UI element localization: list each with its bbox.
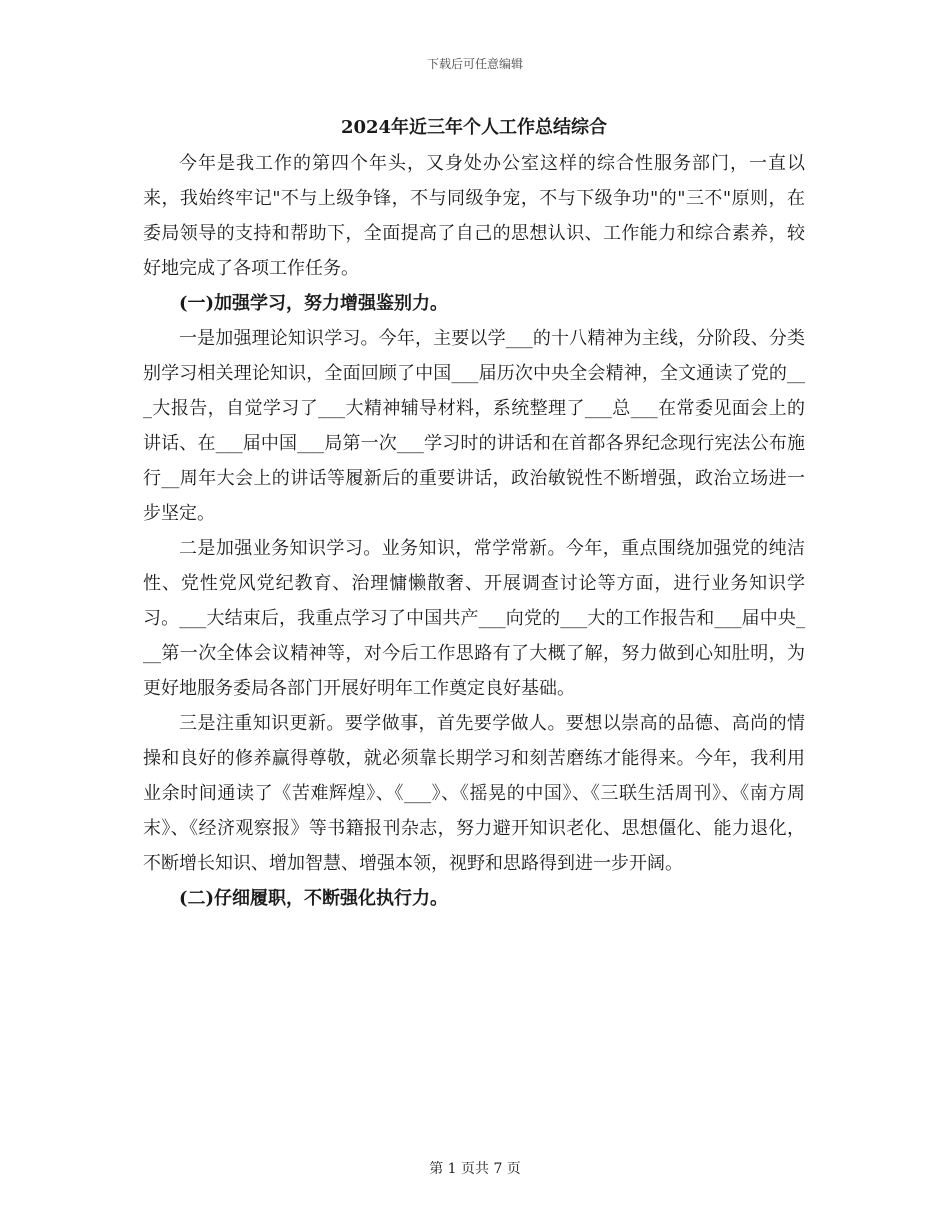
section-heading-1: (一)加强学习，努力增强鉴别力。 <box>179 293 449 314</box>
paragraph-knowledge-update: 三是注重知识更新。要学做事，首先要学做人。要想以崇高的品德、高尚的情操和良好的修养赢得尊敬，就必须靠长期学习和刻苦磨练才能得来。今年，我利用业余时间通读了《苦难辉煌》、《___》、《摇晃的中国》、《三联生活周刊》、《南方周末》、《经济观察报》等书籍报刊杂志，努力避开知识老化、思想僵化、能力退化，不断增长知识、增加智慧、增强本领，视野和思路得到进一步开阔。 <box>143 713 805 874</box>
document-title: 2024年近三年个人工作总结综合 <box>340 117 608 138</box>
paragraph-business-study: 二是加强业务知识学习。业务知识，常学常新。今年，重点围绕加强党的纯洁性、党性党风党纪教育、治理慵懒散奢、开展调查讨论等方面，进行业务知识学习。___大结束后，我重点学习了中国共产___向党的___大的工作报告和___届中央___第一次全体会议精神等，对今后工作思路有了大概了解，努力做到心知肚明，为更好地服务委局各部门开展好明年工作奠定良好基础。 <box>143 538 805 699</box>
section-heading-2: (二)仔细履职，不断强化执行力。 <box>179 888 449 909</box>
document-body <box>143 114 805 916</box>
page-header-note: 下载后可任意编辑 <box>426 57 523 71</box>
paragraph-intro: 今年是我工作的第四个年头，又身处办公室这样的综合性服务部门，一直以来，我始终牢记"不与上级争锋，不与同级争宠，不与下级争功"的"三不"原则，在委局领导的支持和帮助下，全面提高了自己的思想认识、工作能力和综合素养，较好地完成了各项工作任务。 <box>143 153 805 279</box>
page-number: 第 1 页共 7 页 <box>429 1161 521 1177</box>
paragraph-theory-study: 一是加强理论知识学习。今年，主要以学___的十八精神为主线，分阶段、分类别学习相关理论知识，全面回顾了中国___届历次中央全会精神，全文通读了党的___大报告，自觉学习了___大精神辅导材料，系统整理了___总___在常委见面会上的讲话、在___届中国___局第一次___学习时的讲话和在首都各界纪念现行宪法公布施行__周年大会上的讲话等履新后的重要讲话，政治敏锐性不断增强，政治立场进一步坚定。 <box>143 328 805 524</box>
